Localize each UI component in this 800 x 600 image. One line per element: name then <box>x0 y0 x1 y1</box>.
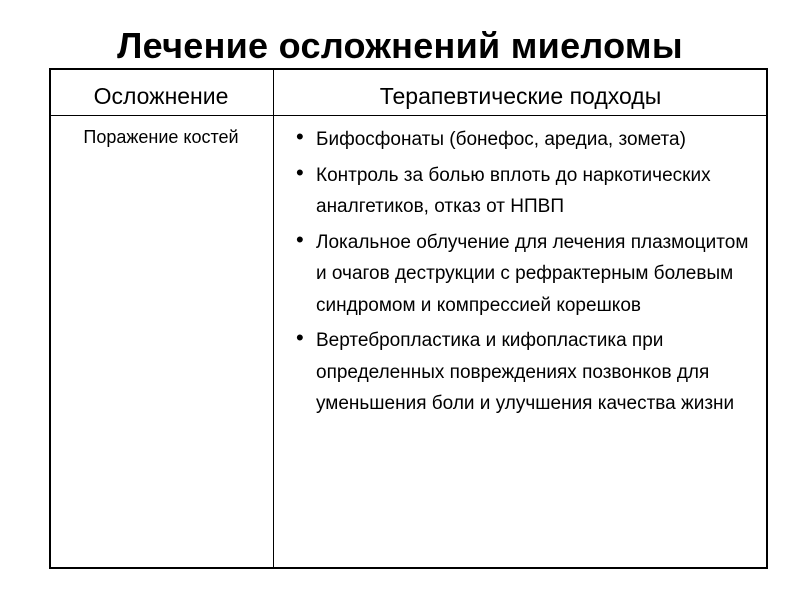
approach-item <box>285 227 760 322</box>
approach-text: Вертебропластика и кифопластика при определенных повреждениях позвонков для уменьшения боли и улучшения качества жизни <box>316 330 735 414</box>
approach-item <box>285 160 760 223</box>
complication-cell: Поражение костей <box>83 127 239 147</box>
approach-text: Контроль за болью вплоть до наркотических аналгетиков, отказ от НПВП <box>316 164 711 217</box>
approach-item <box>285 325 760 420</box>
approach-text: Бифосфонаты (бонефос, аредиа, зомета) <box>316 129 686 150</box>
bullet-icon: • <box>296 325 304 350</box>
approach-item <box>285 124 760 156</box>
bullet-icon: • <box>296 124 304 149</box>
column-divider <box>273 68 274 569</box>
approach-text: Локальное облучение для лечения плазмоцитом и очагов деструкции с рефрактерным болевым синдромом и компрессией корешков <box>316 231 749 316</box>
approaches-list <box>285 124 760 424</box>
header-complication: Осложнение <box>93 83 229 109</box>
header-row-divider <box>49 115 768 116</box>
bullet-icon: • <box>296 226 304 252</box>
header-approaches: Терапевтические подходы <box>379 83 662 109</box>
bullet-icon: • <box>296 159 304 185</box>
slide-title: Лечение осложнений миеломы <box>117 25 683 66</box>
